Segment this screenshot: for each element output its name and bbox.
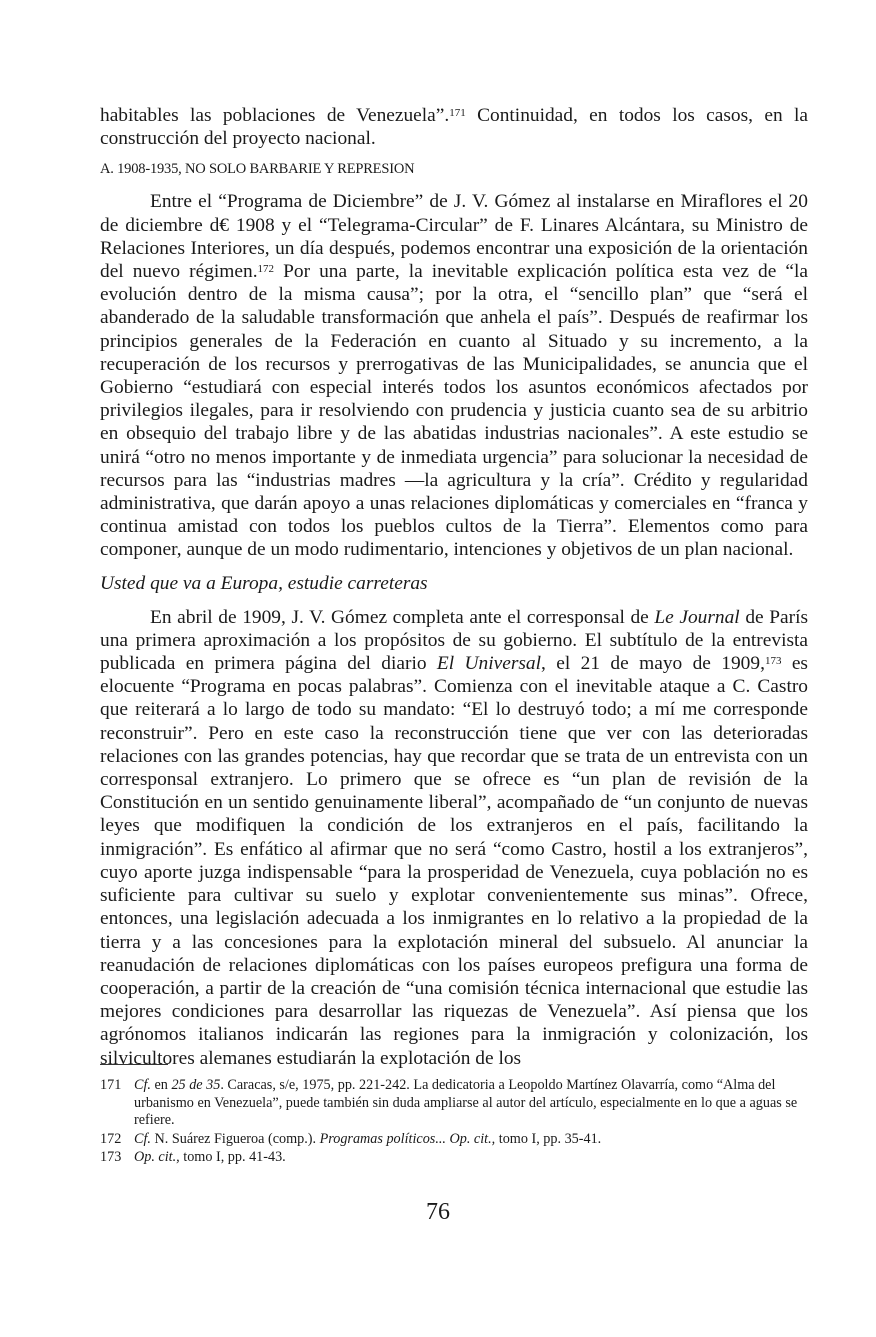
paragraph-text: , el 21 de mayo de 1909, bbox=[541, 653, 765, 675]
footnote-text bbox=[134, 1131, 808, 1149]
intro-text-continued: Continuidad, en todos los casos, en la construcción del proyecto nacional. bbox=[100, 105, 809, 150]
footnote-number: 171 bbox=[100, 1077, 122, 1093]
footnote-italic: Programas políticos... Op. cit., bbox=[319, 1130, 496, 1147]
publication-title: El Universal bbox=[436, 653, 542, 675]
footnotes bbox=[100, 1077, 808, 1168]
footnote-span: tomo I, pp. 41-43. bbox=[179, 1149, 286, 1165]
footnote-text bbox=[134, 1077, 808, 1130]
footnote-italic: Cf. bbox=[134, 1077, 151, 1093]
section-heading: A. 1908-1935, NO SOLO BARBARIE Y REPRESION bbox=[100, 161, 415, 178]
footnote-span: N. Suárez Figueroa (comp.). bbox=[150, 1130, 320, 1147]
paragraph-text: de París una primera aproximación a los propósitos de su gobierno. El subtítulo de la entrevista publicada en primera página del diario bbox=[100, 606, 809, 675]
paragraph-text: En abril de 1909, J. V. Gómez completa ante el corresponsal de bbox=[150, 606, 655, 628]
footnote-span: en bbox=[150, 1077, 172, 1093]
intro-paragraph bbox=[100, 104, 808, 150]
footnote-italic: Op. cit., bbox=[134, 1149, 180, 1165]
paragraph-text-continued: Por una parte, la inevitable explicación política esta vez de “la evolución dentro de la misma causa”; por la otra, el “sencillo plan” que “será el abanderado de la saludable transformación que anhela el país”. Después de reafirmar los principios generales de la Federación en cuanto al Situado y su incremento, a la recuperación de los recursos y prerrogativas de las Municipalidades, se anuncia que el Gobierno “estudiará con especial interés todos los asuntos económicos afectados por privilegios ilegales, para ir resolviendo con prudencia y justicia cuanto sea de su arbitrio en obsequio del trabajo libre y de las abatidas industrias nacionales”. A este estudio se unirá “otro no menos importante y de inmediata urgencia” para solucionar la necesidad de recursos para las “industrias madres —la agricultura y la cría”. Crédito y regularidad administrativa, que darán apoyo a unas relaciones diplomáticas y comerciales en “franca y continua amistad con todos los pueblos cultos de la Tierra”. Elementos como para componer, aunque de un modo rudimentario, intenciones y objetivos de un plan nacional. bbox=[100, 261, 808, 561]
document-page bbox=[100, 104, 808, 1070]
footnote-ref-173[interactable]: 173 bbox=[764, 655, 782, 668]
page-number: 76 bbox=[426, 1199, 450, 1225]
footnote-171 bbox=[100, 1077, 808, 1130]
footnote-172 bbox=[100, 1131, 808, 1149]
footnote-number: 172 bbox=[100, 1130, 122, 1147]
paragraph-programa-diciembre bbox=[100, 190, 808, 561]
footnote-173 bbox=[100, 1149, 808, 1167]
footnote-italic: Cf. bbox=[134, 1130, 151, 1147]
footnote-italic: 25 de 35 bbox=[171, 1077, 221, 1093]
paragraph-text: Entre el “Programa de Diciembre” de J. V. Gómez al instalarse en Miraflores el 20 de diciembre d€ 1908 y el “Telegrama-Circular” de F. Linares Alcántara, su Ministro de Relaciones Interiores, un día después, podemos encontrar una exposición de la orientación del nuevo régimen. bbox=[100, 191, 808, 283]
publication-title: Le Journal bbox=[654, 606, 740, 628]
footnote-divider bbox=[100, 1064, 168, 1065]
footnote-number: 173 bbox=[100, 1149, 122, 1165]
subheading: Usted que va a Europa, estudie carreteras bbox=[100, 572, 428, 594]
paragraph-le-journal bbox=[100, 606, 808, 1070]
footnote-span: tomo I, pp. 35-41. bbox=[495, 1130, 602, 1147]
paragraph-text: es elocuente “Programa en pocas palabras”. Comienza con el inevitable ataque a C. Castro que reiterará a lo largo de todo su mandato: “El lo destruyó todo; a mí me corresponde reconstruir”. Pero en este caso la reconstrucción tiene que ver con las deterioradas relaciones con las grandes potencias, hay que recordar que se trata de un entrevista con un corresponsal extranjero. Lo primero que se ofrece es “un plan de revisión de la Constitución en un sentido genuinamente liberal”, acompañado de “un conjunto de nuevas leyes que modifiquen la condición de los extranjeros en el país, facilitando la inmigración”. Es enfático al afirmar que no será “como Castro, hostil a los extranjeros”, cuyo aporte juzga indispensable “para la prosperidad de Venezuela, cuya población no es suficiente para cultivar su suelo y explotar convenientemente sus minas”. Ofrece, entonces, una legislación adecuada a los inmigrantes en lo relativo a la propiedad de la tierra y a las concesiones para la explotación mineral del subsuelo. Al anunciar la reanudación de relaciones diplomáticas con los países europeos prefigura una forma de cooperación, a partir de la creación de “una comisión técnica internacional que estudie las mejores condiciones para desarrollar las riquezas de Venezuela”. Así piensa que los agrónomos italianos indicarán las regiones para la inmigración y colonización, los silvicultores alemanes estudiarán la explotación de los bbox=[100, 653, 808, 1069]
footnote-text bbox=[134, 1149, 808, 1167]
footnote-span: . Caracas, s/e, 1975, pp. 221-242. La dedicatoria a Leopoldo Martínez Olavarría, como “Alma del urbanismo en Venezuela”, puede también sin duda ampliarse al autor del artículo, especialmente en lo que a aguas se refiere. bbox=[134, 1077, 798, 1128]
intro-text: habitables las poblaciones de Venezuela”. bbox=[100, 105, 450, 126]
footnote-ref-172[interactable]: 172 bbox=[257, 263, 275, 276]
footnote-ref-171[interactable]: 171 bbox=[449, 107, 466, 119]
